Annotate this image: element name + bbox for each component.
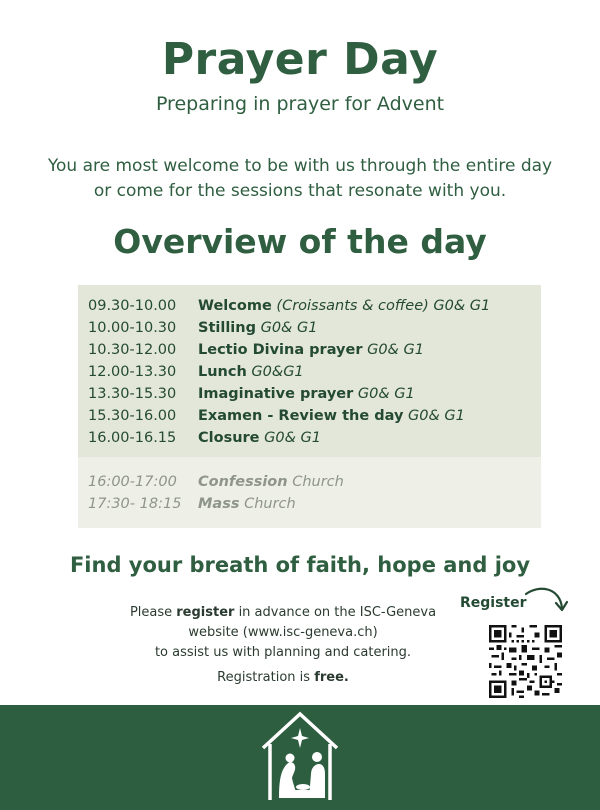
curved-arrow-icon xyxy=(522,586,568,618)
schedule-detail: G0&G1 xyxy=(246,364,304,380)
registration-free-prefix: Registration is xyxy=(217,670,315,685)
register-label[interactable]: Register xyxy=(460,595,527,611)
schedule-row xyxy=(88,342,424,358)
schedule-detail: (Croissants & coffee) G0& G1 xyxy=(271,298,491,314)
church-row xyxy=(88,474,344,490)
schedule-time: 12.00-13.30 xyxy=(88,364,177,380)
registration-register-word: register xyxy=(176,605,235,620)
registration-line-1 xyxy=(118,603,448,623)
schedule-name: Stilling xyxy=(198,320,256,336)
schedule-row xyxy=(88,386,415,402)
schedule-time: 16.00-16.15 xyxy=(88,430,177,446)
schedule-detail: G0& G1 xyxy=(259,430,321,446)
registration-line-2: website (www.isc-geneva.ch) xyxy=(188,625,378,640)
schedule-row xyxy=(88,364,304,380)
nativity-scene-icon xyxy=(259,708,341,804)
church-time: 17:30- 18:15 xyxy=(88,496,182,512)
schedule-name: Closure xyxy=(198,430,260,446)
registration-text xyxy=(118,603,448,663)
schedule-row xyxy=(88,298,490,314)
schedule-row xyxy=(88,430,321,446)
qr-code[interactable] xyxy=(489,625,562,698)
schedule-row xyxy=(88,320,317,336)
schedule-name: Examen - Review the day xyxy=(198,408,404,424)
church-name: Confession xyxy=(198,474,288,490)
schedule-time: 10.00-10.30 xyxy=(88,320,177,336)
intro-line-2: or come for the sessions that resonate with you. xyxy=(93,181,507,201)
tagline: Find your breath of faith, hope and joy xyxy=(69,553,531,577)
schedule-time: 09.30-10.00 xyxy=(88,298,177,314)
registration-free xyxy=(118,670,448,685)
page-subtitle: Preparing in prayer for Advent xyxy=(155,93,445,115)
schedule-name: Lunch xyxy=(198,364,247,380)
church-detail: Church xyxy=(239,496,296,512)
schedule-name: Imaginative prayer xyxy=(198,386,354,402)
church-row xyxy=(88,496,296,512)
schedule-time: 13.30-15.30 xyxy=(88,386,177,402)
schedule-row xyxy=(88,408,465,424)
schedule-time: 10.30-12.00 xyxy=(88,342,177,358)
schedule-detail: G0& G1 xyxy=(362,342,424,358)
schedule-time: 15.30-16.00 xyxy=(88,408,177,424)
registration-line-1-rest: in advance on the ISC-Geneva xyxy=(234,605,437,620)
intro-line-1: You are most welcome to be with us through the entire day xyxy=(47,156,553,176)
intro-text xyxy=(0,154,600,204)
overview-heading: Overview of the day xyxy=(113,222,487,261)
schedule-name: Welcome xyxy=(198,298,272,314)
schedule-detail: G0& G1 xyxy=(353,386,415,402)
church-schedule-panel xyxy=(78,457,541,528)
registration-free-word: free. xyxy=(314,670,349,685)
registration-line-3: to assist us with planning and catering. xyxy=(154,645,412,660)
church-time: 16:00-17:00 xyxy=(88,474,177,490)
church-name: Mass xyxy=(198,496,240,512)
page-title: Prayer Day xyxy=(161,34,439,85)
schedule-detail: G0& G1 xyxy=(255,320,318,336)
schedule-detail: G0& G1 xyxy=(403,408,465,424)
schedule-name: Lectio Divina prayer xyxy=(198,342,363,358)
registration-please: Please xyxy=(129,605,177,620)
church-detail: Church xyxy=(287,474,344,490)
